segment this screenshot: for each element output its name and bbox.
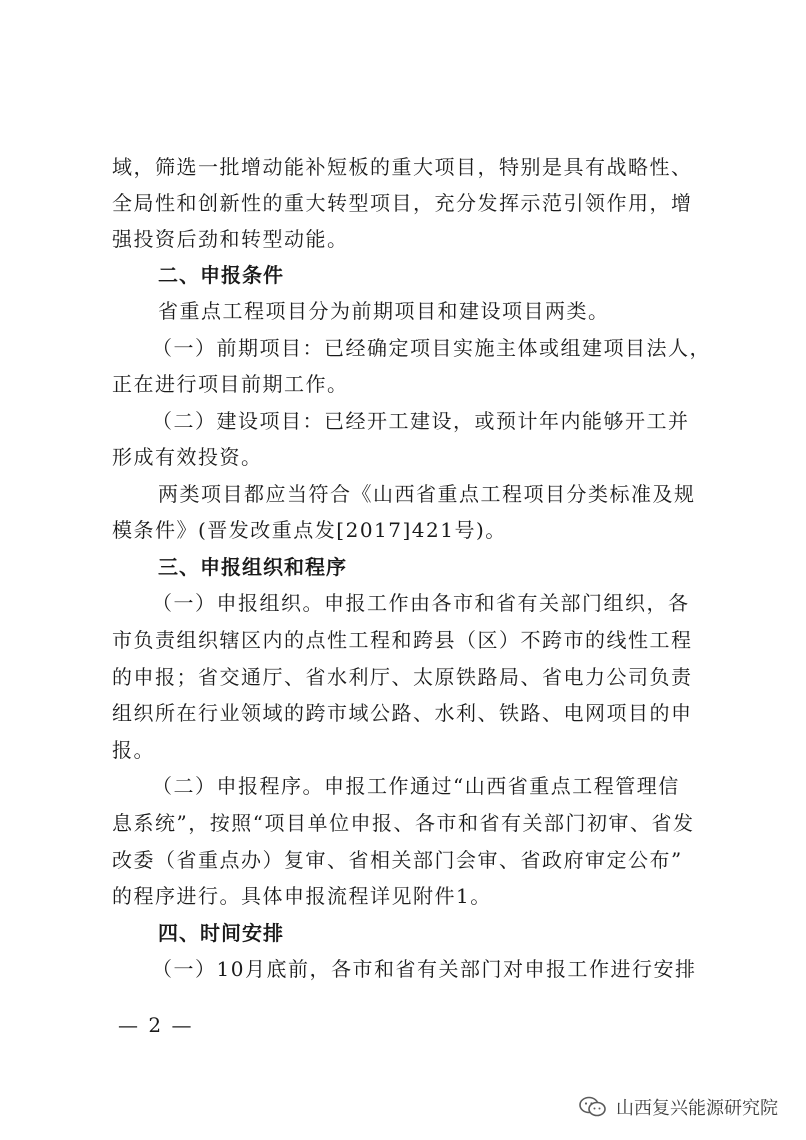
text-line: 的程序进行。具体申报流程详见附件1。 [112, 884, 492, 908]
text-line: 正在进行项目前期工作。 [112, 372, 349, 396]
text-line: （二）建设项目：已经开工建设，或预计年内能够开工并 [152, 409, 690, 433]
watermark [578, 1094, 778, 1120]
text-line: 报。 [112, 738, 155, 762]
text-line: （一）申报组织。申报工作由各市和省有关部门组织，各 [152, 591, 690, 615]
text-line: 域，筛选一批增动能补短板的重大项目，特别是具有战略性、 [112, 155, 693, 179]
text-line: 市负责组织辖区内的点性工程和跨县（区）不跨市的线性工程 [112, 628, 693, 652]
wechat-icon [578, 1095, 608, 1119]
text-line: 全局性和创新性的重大转型项目，充分发挥示范引领作用，增 [112, 191, 693, 215]
text-line: 两类项目都应当符合《山西省重点工程项目分类标准及规 [158, 482, 696, 506]
text-line: 强投资后劲和转型动能。 [112, 227, 349, 251]
text-line: 组织所在行业领域的跨市域公路、水利、铁路、电网项目的申 [112, 701, 693, 725]
text-line: 形成有效投资。 [112, 445, 263, 469]
watermark-text: 山西复兴能源研究院 [616, 1098, 778, 1119]
text-line: （一）前期项目：已经确定项目实施主体或组建项目法人， [152, 336, 711, 360]
section-heading: 三、申报组织和程序 [158, 555, 347, 579]
text-line: 息系统”，按照“项目单位申报、各市和省有关部门初审、省发 [112, 811, 695, 835]
text-line: 的申报；省交通厅、省水利厅、太原铁路局、省电力公司负责 [112, 665, 693, 689]
text-line: （一）10月底前，各市和省有关部门对申报工作进行安排 [152, 957, 697, 981]
text-line: （二）申报程序。申报工作通过“山西省重点工程管理信 [152, 774, 680, 798]
text-line: 改委（省重点办）复审、省相关部门会审、省政府审定公布” [112, 848, 683, 872]
text-line: 模条件》(晋发改重点发[2017]421号)。 [112, 518, 507, 542]
section-heading: 四、时间安排 [158, 921, 284, 945]
page-number: — 2 — [118, 1013, 194, 1037]
text-line: 省重点工程项目分为前期项目和建设项目两类。 [158, 299, 610, 323]
section-heading: 二、申报条件 [158, 263, 284, 287]
